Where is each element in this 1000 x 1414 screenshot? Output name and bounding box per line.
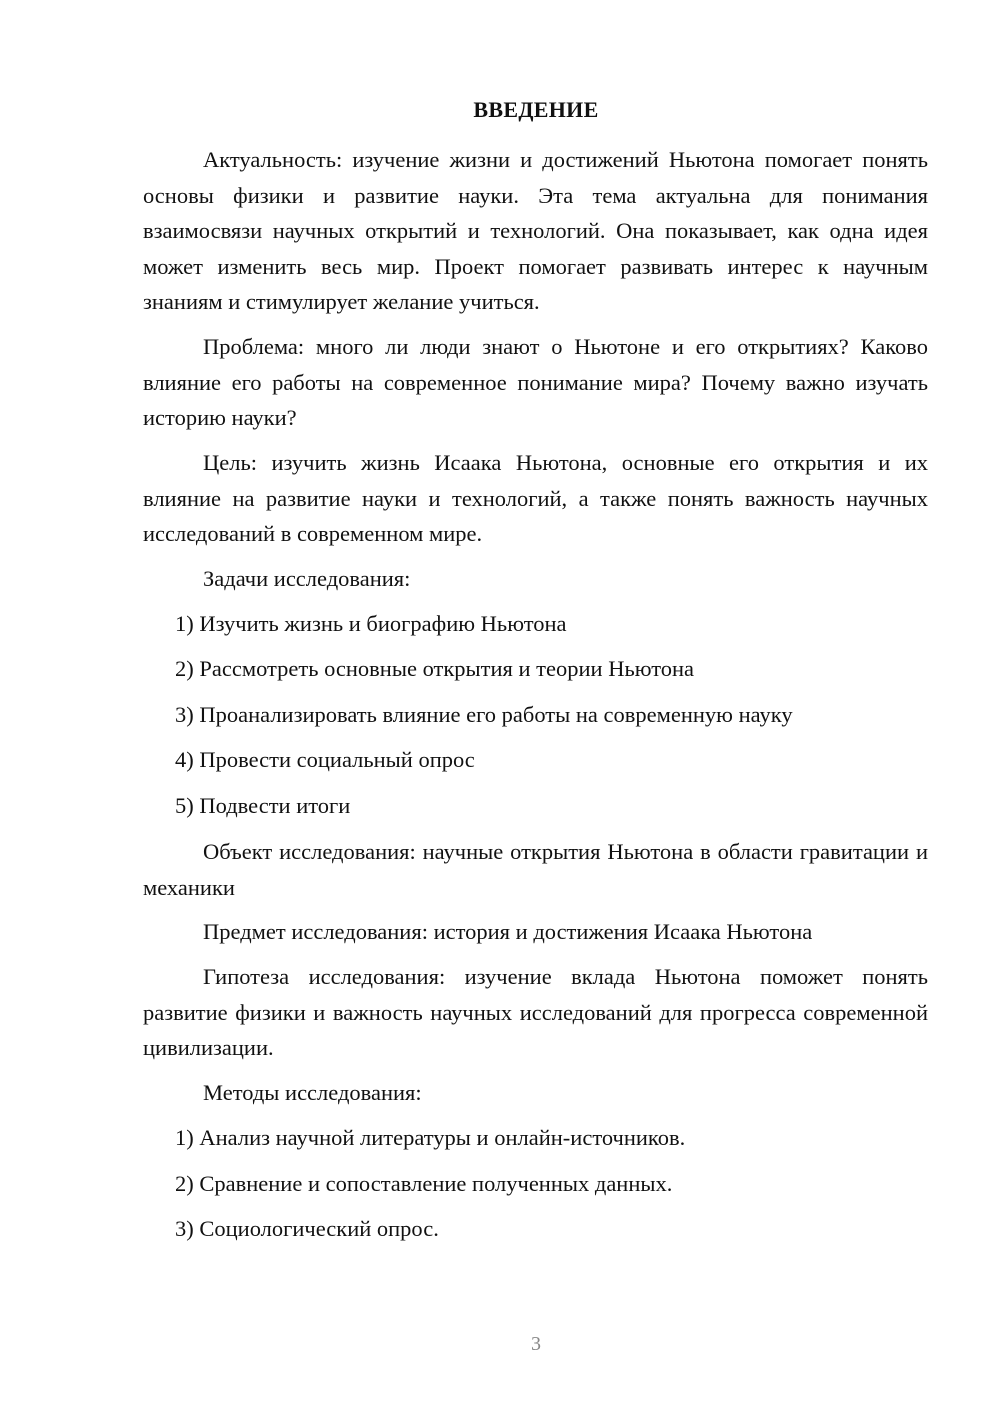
methods-label: Методы исследования: xyxy=(203,1080,422,1105)
task-item-5: 5) Подвести итоги xyxy=(175,793,351,818)
task-item-1: 1) Изучить жизнь и биографию Ньютона xyxy=(175,611,567,636)
method-item-1: 1) Анализ научной литературы и онлайн-источников. xyxy=(175,1125,686,1150)
paragraph-goal: Цель: изучить жизнь Исаака Ньютона, основные его открытия и их влияние на развитие науки и технологий, а также понять важность научных исследований в современном мире. xyxy=(143,450,928,546)
method-item-2: 2) Сравнение и сопоставление полученных данных. xyxy=(175,1171,673,1196)
paragraph-object: Объект исследования: научные открытия Ньютона в области гравитации и механики xyxy=(143,839,928,900)
paragraph-relevance: Актуальность: изучение жизни и достижений Ньютона помогает понять основы физики и развитие науки. Эта тема актуальна для понимания взаимосвязи научных открытий и технологий. Она показывает, как одна идея может изменить весь мир. Проект помогает развивать интерес к научным знаниям и стимулирует желание учиться. xyxy=(143,147,928,314)
task-item-2: 2) Рассмотреть основные открытия и теории Ньютона xyxy=(175,656,695,681)
paragraph-hypothesis: Гипотеза исследования: изучение вклада Ньютона поможет понять развитие физики и важность научных исследований для прогресса современной цивилизации. xyxy=(143,964,928,1060)
tasks-label: Задачи исследования: xyxy=(203,566,411,591)
task-item-4: 4) Провести социальный опрос xyxy=(175,747,475,772)
section-heading: ВВЕДЕНИЕ xyxy=(473,97,599,122)
paragraph-subject: Предмет исследования: история и достижения Исаака Ньютона xyxy=(203,919,813,944)
task-item-3: 3) Проанализировать влияние его работы на современную науку xyxy=(175,702,793,727)
page-number: 3 xyxy=(531,1333,541,1355)
method-item-3: 3) Социологический опрос. xyxy=(175,1216,439,1241)
paragraph-problem: Проблема: много ли люди знают о Ньютоне и его открытиях? Каково влияние его работы на современное понимание мира? Почему важно изучать историю науки? xyxy=(143,334,928,430)
